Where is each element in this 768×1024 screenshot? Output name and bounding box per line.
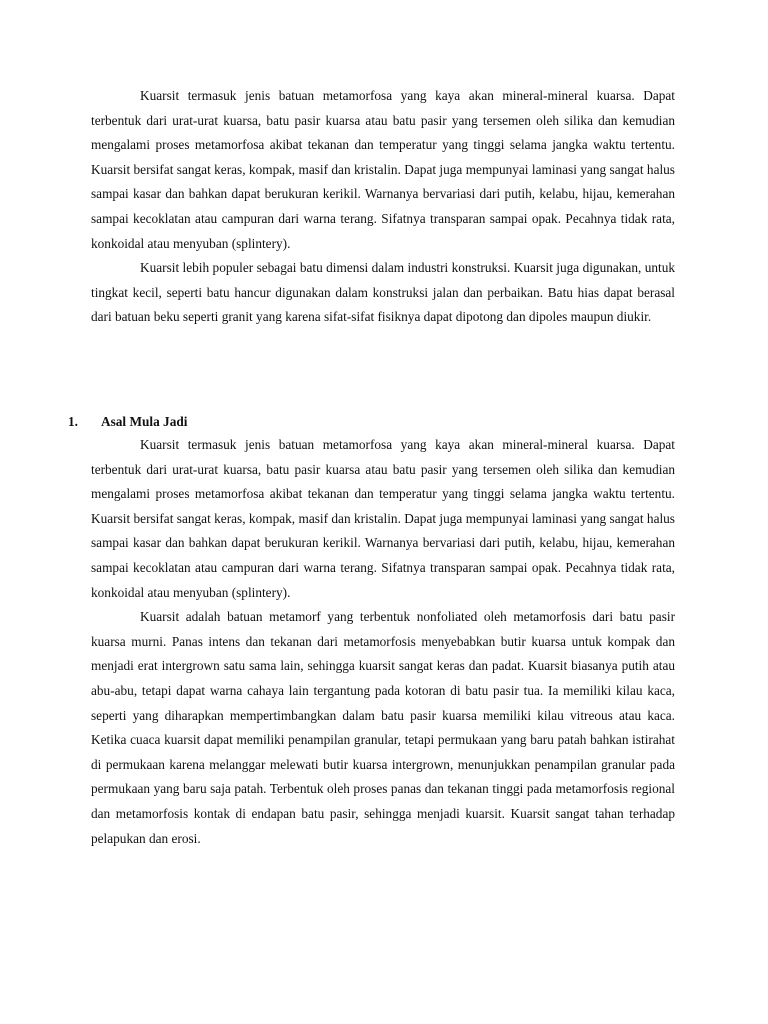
section-paragraph-1: Kuarsit termasuk jenis batuan metamorfosa yang kaya akan mineral-mineral kuarsa. Dapat terbentuk dari urat-urat kuarsa, batu pasir kuarsa atau batu pasir yang tersemen oleh silika dan kemudian mengalami proses metamorfosa akibat tekanan dan temperatur yang tinggi selama jangka waktu tertentu. Kuarsit bersifat sangat keras, kompak, masif dan kristalin. Dapat juga mempunyai laminasi yang sangat halus sampai kasar dan bahkan dapat berukuran kerikil. Warnanya bervariasi dari putih, kelabu, hijau, kemerahan sampai kecoklatan atau campuran dari warna terang. Sifatnya transparan sampai opak. Pecahnya tidak rata, konkoidal atau menyuban (splintery). [91,437,675,600]
intro-section [91,84,675,330]
section-number: 1. [68,414,78,429]
section-body [91,433,675,851]
section-paragraph-2: Kuarsit adalah batuan metamorf yang terbentuk nonfoliated oleh metamorfosis dari batu pasir kuarsa murni. Panas intens dan tekanan dari metamorfosis menyebabkan butir kuarsa untuk kompak dan menjadi erat intergrown satu sama lain, sehingga kuarsit sangat keras dan padat. Kuarsit biasanya putih atau abu-abu, tetapi dapat warna cahaya lain tergantung pada kotoran di batu pasir tua. Ia memiliki kilau kaca, seperti yang diharapkan mempertimbangkan dalam batu pasir kuarsa memiliki kilau vitreous atau kaca. Ketika cuaca kuarsit dapat memiliki penampilan granular, tetapi permukaan yang baru patah bahkan istirahat di permukaan karena melanggar melewati butir kuarsa intergrown, menunjukkan penampilan granular pada permukaan yang baru saja patah. Terbentuk oleh proses panas dan tekanan tinggi pada metamorfosis regional dan metamorfosis kontak di endapan batu pasir, sehingga menjadi kuarsit. Kuarsit sangat tahan terhadap pelapukan dan erosi. [91,609,675,846]
intro-paragraph-2: Kuarsit lebih populer sebagai batu dimensi dalam industri konstruksi. Kuarsit juga digunakan, untuk tingkat kecil, seperti batu hancur digunakan dalam konstruksi jalan dan perbaikan. Batu hias dapat berasal dari batuan beku seperti granit yang karena sifat-sifat fisiknya dapat dipotong dan dipoles maupun diukir. [91,260,675,325]
section-title: Asal Mula Jadi [101,414,188,429]
intro-paragraph-1: Kuarsit termasuk jenis batuan metamorfosa yang kaya akan mineral-mineral kuarsa. Dapat terbentuk dari urat-urat kuarsa, batu pasir kuarsa atau batu pasir yang tersemen oleh silika dan kemudian mengalami proses metamorfosa akibat tekanan dan temperatur yang tinggi selama jangka waktu tertentu. Kuarsit bersifat sangat keras, kompak, masif dan kristalin. Dapat juga mempunyai laminasi yang sangat halus sampai kasar dan bahkan dapat berukuran kerikil. Warnanya bervariasi dari putih, kelabu, hijau, kemerahan sampai kecoklatan atau campuran dari warna terang. Sifatnya transparan sampai opak. Pecahnya tidak rata, konkoidal atau menyuban (splintery). [91,88,675,251]
section-heading [68,410,668,435]
